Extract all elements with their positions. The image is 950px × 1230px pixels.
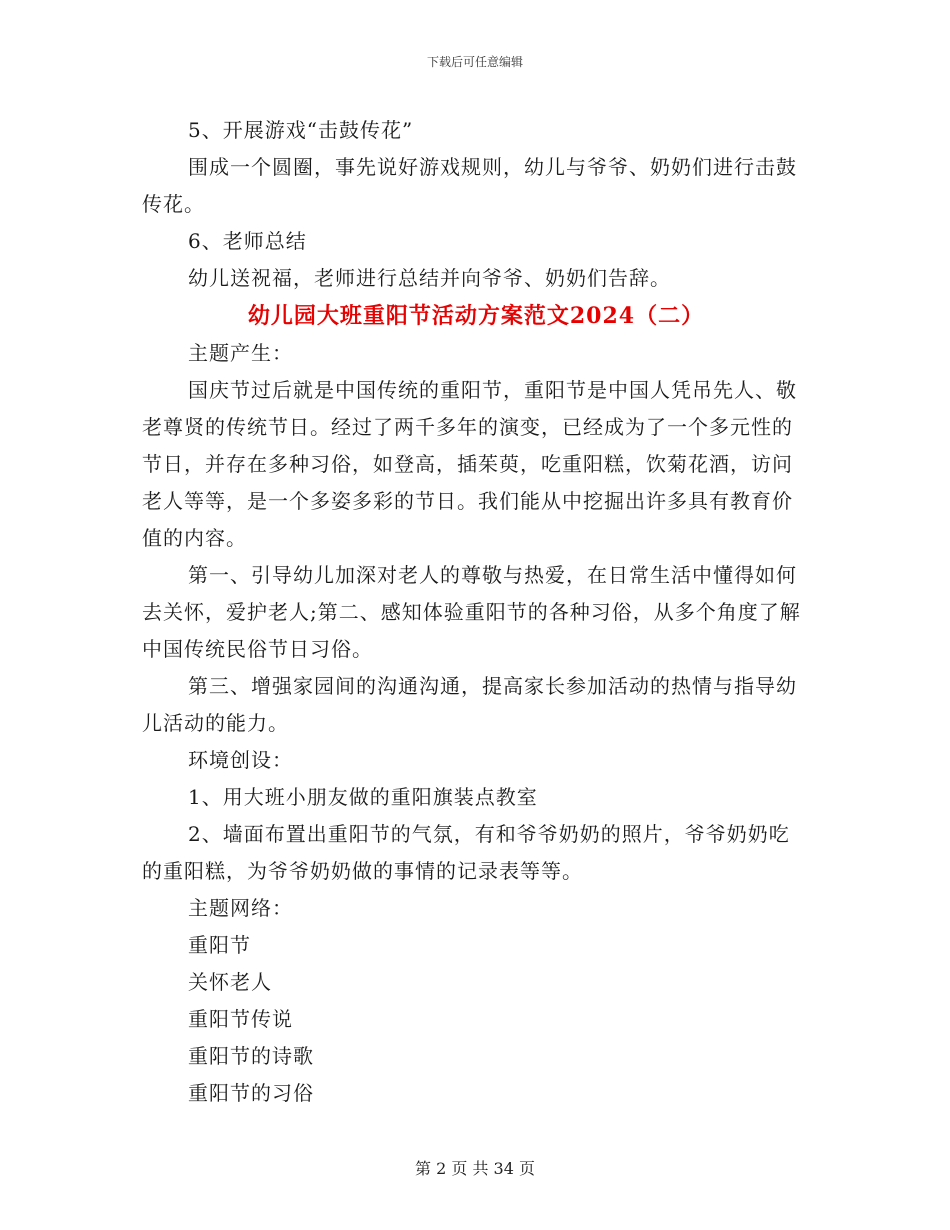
list-item: 重阳节传说 [188, 1007, 293, 1031]
page-header: 下载后可任意编辑 [426, 55, 523, 69]
paragraph-goal-three: 第三、增强家园间的沟通沟通，提高家长参加活动的热情与指导幼儿活动的能力。 [142, 674, 797, 735]
paragraph-environment-item-1: 1、用大班小朋友做的重阳旗装点教室 [188, 785, 538, 809]
section-title: 幼儿园大班重阳节活动方案范文2024（二） [247, 303, 705, 329]
paragraph-environment-heading: 环境创设： [188, 748, 293, 772]
page-footer: 第 2 页 共 34 页 [415, 1159, 535, 1178]
paragraph-teacher-summary: 幼儿送祝福，老师进行总结并向爷爷、奶奶们告辞。 [188, 266, 671, 290]
paragraph-theme-origin: 国庆节过后就是中国传统的重阳节，重阳节是中国人凭吊先人、敬老尊贤的传统节日。经过了两千多年的演变，已经成为了一个多元性的节日，并存在多种习俗，如登高，插茱萸，吃重阳糕，饮菊花酒，访问老人等等，是一个多姿多彩的节日。我们能从中挖掘出许多具有教育价值的内容。 [142, 378, 797, 550]
paragraph-game-description: 围成一个圆圈，事先说好游戏规则，幼儿与爷爷、奶奶们进行击鼓传花。 [142, 155, 797, 216]
paragraph-goal-one-two: 第一、引导幼儿加深对老人的尊敬与热爱，在日常生活中懂得如何去关怀，爱护老人;第二、感知体验重阳节的各种习俗，从多个角度了解中国传统民俗节日习俗。 [142, 563, 801, 661]
list-item: 重阳节的习俗 [188, 1081, 314, 1105]
list-item: 关怀老人 [188, 970, 272, 994]
paragraph-theme-origin-heading: 主题产生： [188, 341, 293, 365]
paragraph-environment-item-2: 2、墙面布置出重阳节的气氛，有和爷爷奶奶的照片，爷爷奶奶吃的重阳糕，为爷爷奶奶做的事情的记录表等等。 [142, 822, 790, 883]
list-item: 重阳节的诗歌 [188, 1044, 314, 1068]
paragraph-theme-network-heading: 主题网络： [188, 896, 293, 920]
document-body [142, 112, 810, 1112]
list-item: 重阳节 [188, 933, 251, 957]
paragraph-game-heading: 5、开展游戏“击鼓传花” [188, 118, 414, 142]
paragraph-teacher-summary-heading: 6、老师总结 [188, 229, 307, 253]
